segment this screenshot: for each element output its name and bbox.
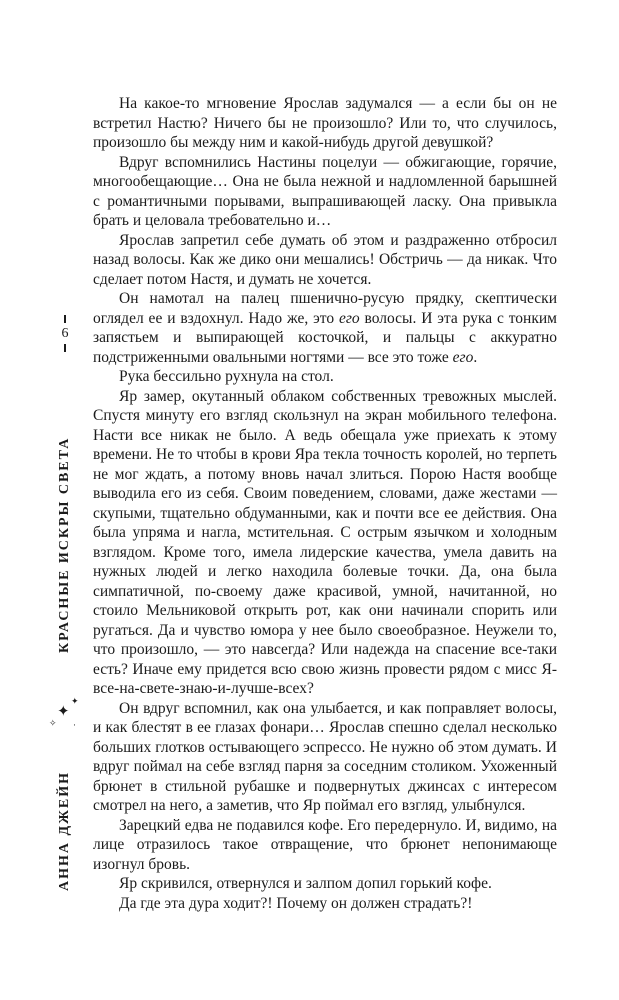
text-segment: На какое-то мгновение Ярослав задумался — а если бы он не встретил Настю? Ничего бы не произошло? Или то, что случилось, произошло бы между ним и какой-нибудь другой девушкой? xyxy=(93,95,557,151)
text-segment: Рука бессильно рухнула на стол. xyxy=(119,368,334,385)
paragraph xyxy=(93,699,557,816)
book-title-vertical: КРАСНЫЕ ИСКРЫ СВЕТА xyxy=(57,436,72,653)
paragraph xyxy=(93,874,557,894)
book-text xyxy=(93,94,557,913)
text-segment: Вдруг вспомнились Настины поцелуи — обжигающие, горячие, многообещающие… Она не была нежной и надломленной барышней с романтичными порывами, выпрашивающей ласку. Она привыкла брать и целовала требовательно и… xyxy=(93,153,557,229)
text-segment: Ярослав запретил себе думать об этом и раздраженно отбросил назад волосы. Как же дико они мешались! Обстричь — да никак. Что сделает потом Настя, и думать не хочется. xyxy=(93,231,557,288)
paragraph xyxy=(93,367,557,387)
page-number-rule-bottom xyxy=(64,344,66,352)
paragraph xyxy=(93,231,557,290)
text-segment: . xyxy=(473,348,478,366)
author-name-vertical: АННА ДЖЕЙН xyxy=(57,770,72,892)
text-segment: волосы. И эта рука с тонким запястьем и выпирающей косточкой, и пальцы с аккуратно подстриженными овальными ногтями — все это тоже xyxy=(93,309,557,366)
sparkle-icon: ✦ xyxy=(71,696,79,706)
page-number-rule-top xyxy=(64,315,66,323)
paragraph xyxy=(93,816,557,875)
page-number-marker xyxy=(57,315,73,352)
sparkle-icon: ✧ xyxy=(49,718,57,728)
text-segment: Яр скривился, отвернулся и залпом допил горький кофе. xyxy=(119,875,492,892)
paragraph xyxy=(93,94,557,153)
italic-text: его xyxy=(452,348,474,366)
page-number: 6 xyxy=(61,326,69,341)
paragraph xyxy=(93,153,557,231)
text-segment: Он намотал на палец пшенично-русую прядку, скептически оглядел ее и вздохнул. Надо же, это xyxy=(93,290,557,327)
text-segment: Да где эта дура ходит?! Почему он должен страдать?! xyxy=(119,894,473,912)
sparkle-icon: · xyxy=(73,720,76,730)
text-segment: Зарецкий едва не подавился кофе. Его передернуло. И, видимо, на лице отразилось такое отвращение, что брюнет непонимающе изогнул бровь. xyxy=(93,816,557,873)
paragraph xyxy=(93,289,557,367)
paragraph xyxy=(93,387,557,699)
text-segment: Яр замер, окутанный облаком собственных тревожных мыслей. Спустя минуту его взгляд скользнул на экран мобильного телефона. Насти все никак не было. А ведь обещала уже приехать к этому времени. Не то чтобы в крови Яра текла точность королей, но терпеть не мог ждать, а потому вновь начал злиться. Порою Настя вообще выводила его из себя. Своим поведением, словами, даже жестами — скупыми, тщательно обдуманными, как и почти все ее действия. Она была упряма и нагла, мстительная. С острым язычком и холодным взглядом. Кроме того, имела лидерские качества, умела давить на нужных людей и легко находила болевые точки. Да, она была симпатичной, по-своему даже красивой, умной, начитанной, но стоило Мельниковой открыть рот, как они начинали спорить или ругаться. Да и чувство юмора у нее было своеобразное. Неужели то, что произошло, — это навсегда? Или надежда на спасение все-таки есть? Иначе ему придется всю свою жизнь провести рядом с мисс Я-все-на-свете-знаю-и-лучше-всех? xyxy=(93,387,557,697)
sparkle-icon: ✦ xyxy=(57,704,70,720)
paragraph xyxy=(93,894,557,914)
text-segment: Он вдруг вспомнил, как она улыбается, и как поправляет волосы, и как блестят в ее глазах фонари… Ярослав спешно сделал несколько больших глотков остывающего эспрессо. Не нужно об этом думать. И вдруг поймал на себе взгляд парня за соседним столиком. Ухоженный брюнет в стильной рубашке и подвернутых джинсах с интересом смотрел на него, а заметив, что Яр поймал его взгляд, улыбнулся. xyxy=(93,699,557,814)
italic-text: его xyxy=(338,309,360,327)
